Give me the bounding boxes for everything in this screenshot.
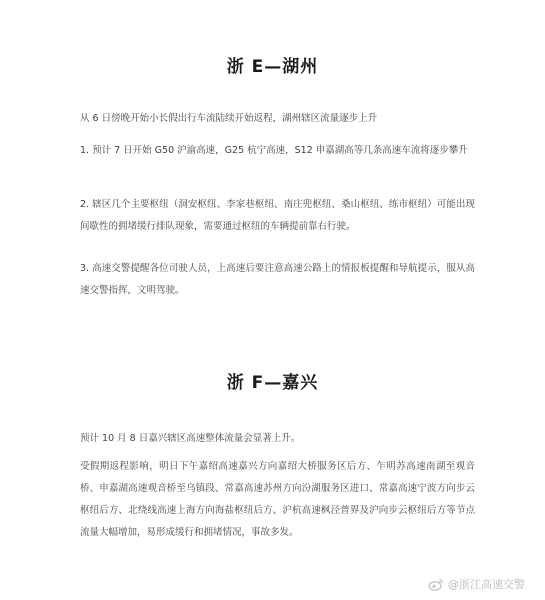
section-title-huzhou: 浙 E—湖州 [226,57,319,77]
jiaxing-body: 受假期返程影响，明日下午嘉绍高速嘉兴方向嘉绍大桥服务区后方、乍明苏高速南湖至观音桥、申嘉湖高速观音桥至乌镇段、常嘉高速苏州方向汾湖服务区进口、常嘉高速宁波方向步云枢纽后方、北绕线高速上海方向海盐枢纽后方、沪杭高速枫泾普界及沪向步云枢纽后方等节点流量大幅增加，易形成缓行和拥堵情况，事故多发。 [80,461,475,538]
huzhou-item-3: 3. 高速交警提醒各位司驶人员，上高速后要注意高速公路上的情报板提醒和导航提示，服从高速交警指挥，文明驾驶。 [80,263,475,296]
weibo-watermark [428,576,525,592]
weibo-logo-icon [428,577,444,591]
watermark-text: @浙江高速交警 [448,578,525,591]
huzhou-item-1: 1. 预计 7 日开始 G50 沪渝高速，G25 杭宁高速，S12 申嘉湖高等几条高速车流将逐步攀升 [80,145,468,156]
section-title-jiaxing: 浙 F—嘉兴 [226,373,319,393]
huzhou-intro: 从 6 日傍晚开始小长假出行车流陆续开始返程，湖州辖区流量逐步上升 [80,113,378,124]
jiaxing-intro: 预计 10 月 8 日嘉兴辖区高速整体流量会显著上升。 [80,433,301,444]
huzhou-item-2: 2. 辖区几个主要枢纽（洞安枢纽、李家巷枢纽、南庄兜枢纽、桑山枢纽、练市枢纽）可能出现间歇性的拥堵缓行排队现象，需要通过枢纽的车辆提前靠右行驶。 [80,199,475,232]
